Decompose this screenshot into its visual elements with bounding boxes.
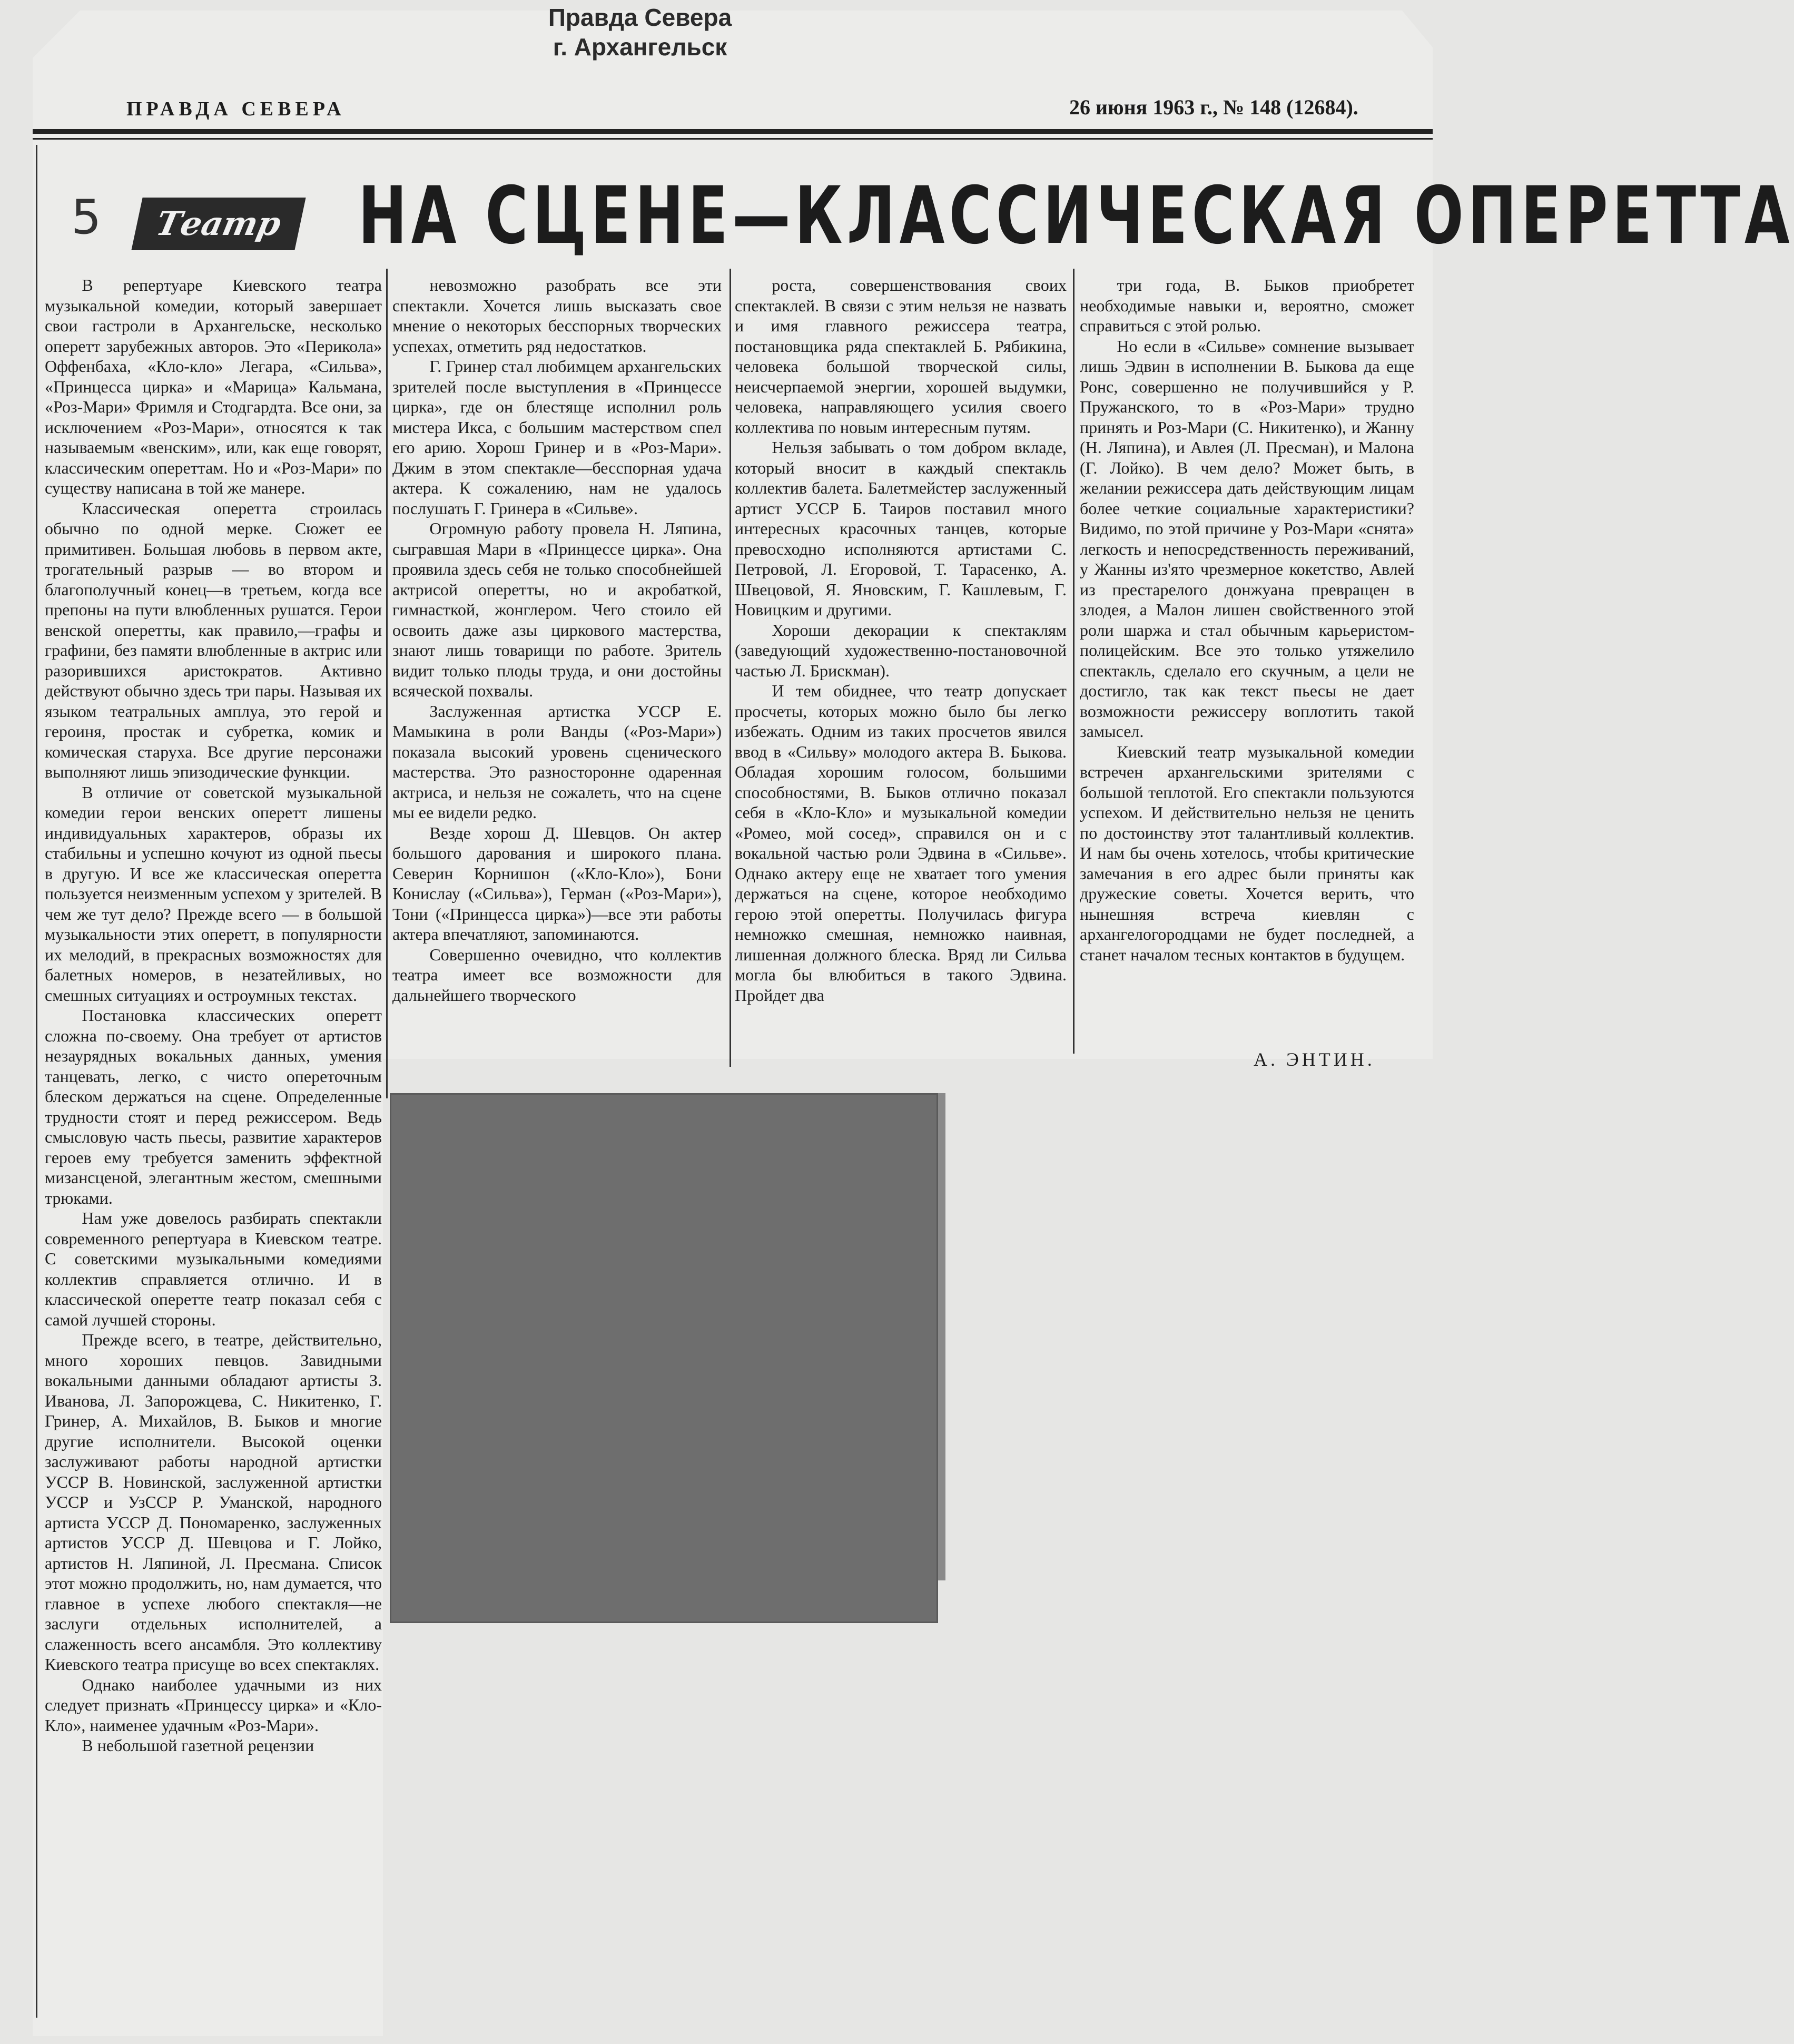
paragraph: Прежде всего, в театре, действительно, много хороших певцов. Завидными вокальными данными обладают артисты З. Иванова, Л. Запорожцева, С. Никитенко, Г. Гринер, А. Михайлов, В. Быков и многие другие исполнители. Высокой оценки заслуживают работы народной артистки УССР В. Новинской, заслуженной артистки УССР и УзССР Р. Уманской, народного артиста УССР Д. Пономаренко, заслуженных артистов УССР Д. Шевцова и Г. Лойко, артистов Н. Ляпиной, Л. Пресмана. Список этот можно продолжить, но, нам думается, что главное в успехе любого спектакля—не заслуги отдельных исполнителей, а слаженность всего ансамбля. Это коллективу Киевского театра присуще во всех спектаклях. bbox=[45, 1330, 382, 1674]
paragraph: В отличие от советской музыкальной комедии герои венских оперетт лишены индивидуальных характеров, образы их стабильны и успешно кочуют из одной пьесы в другую. И все же классическая оперетта пользуется неизменным успехом у зрителей. В чем же тут дело? Прежде всего — в большой музыкальности этих оперетт, в популярности их мелодий, в прекрасных возможностях для балетных номеров, в незатейливых, но смешных ситуациях и остроумных текстах. bbox=[45, 782, 382, 1005]
paragraph: три года, В. Быков приобретет необходимые навыки и, вероятно, сможет справиться с этой ролью. bbox=[1080, 276, 1414, 335]
article-column-3 bbox=[735, 275, 1067, 1005]
article-column-4 bbox=[1080, 275, 1414, 965]
column-divider bbox=[730, 269, 731, 1067]
stamp-line-1: Правда Севера bbox=[548, 4, 732, 31]
column-divider bbox=[1073, 269, 1075, 1054]
article-column-2 bbox=[392, 275, 722, 1005]
paragraph: Г. Гринер стал любимцем архангельских зрителей после выступления в «Принцессе цирка», где он блестяще исполнил роль мистера Икса, с большим мастерством спел его арию. Хорош Гринер и в «Роз-Мари». Джим в этом спектакле—бесспорная удача актера. К сожалению, нам не удалось послушать Г. Гринера в «Сильве». bbox=[392, 357, 722, 518]
paragraph: Классическая оперетта строилась обычно по одной мерке. Сюжет ее примитивен. Большая любовь в первом акте, трогательный разрыв — во втором и благополучный конец—в третьем, когда все препоны на пути влюбленных рушатся. Герои венской оперетты, как правило,—графы и графини, без памяти влюбленные в актрис или разорившихся аристократов. Активно действуют обычно здесь три пары. Называя их языком театральных амплуа, это герой и героиня, простак и субретка, комик и комическая старуха. Все другие персонажи выполняют лишь эпизодические функции. bbox=[45, 498, 382, 781]
masthead-rule-thin bbox=[33, 138, 1433, 140]
margin-mark: 5 bbox=[71, 190, 102, 245]
paragraph: Совершенно очевидно, что коллектив театра имеет все возможности для дальнейшего творческого bbox=[392, 945, 722, 1005]
paragraph: невозможно разобрать все эти спектакли. Хочется лишь высказать свое мнение о некоторых бесспорных творческих успехах, отметить ряд недостатков. bbox=[392, 276, 722, 356]
paragraph: Огромную работу провела Н. Ляпина, сыгравшая Мари в «Принцессе цирка». Она проявила здесь себя не только способнейшей актрисой оперетты, но и акробаткой, гимнасткой, жонглером. Чего стоило ей освоить даже азы циркового мастерства, знают лишь товарищи по работе. Зритель видит только плоды труда, и они достойны всяческой похвалы. bbox=[392, 519, 722, 700]
border-line bbox=[36, 145, 37, 2018]
paragraph: В небольшой газетной рецензии bbox=[82, 1736, 314, 1755]
paragraph: В репертуаре Киевского театра музыкальной комедии, который завершает свои гастроли в Архангельске, несколько оперетт зарубежных авторов. Это «Перикола» Оффенбаха, «Кло-кло» Легара, «Сильва», «Принцесса цирка» и «Марица» Кальмана, «Роз-Мари» Фримля и Стодгардта. Все они, за исключением «Роз-Мари», относятся к так называемым «венским», или, как еще говорят, классическим опереттам. Но и «Роз-Мари» по существу написана в той же манере. bbox=[45, 276, 382, 497]
paragraph: Киевский театр музыкальной комедии встречен архангельскими зрителями с большой теплотой. Его спектакли пользуются успехом. И действительно нельзя не ценить по достоинству этот талантливый коллектив. И нам бы очень хотелось, чтобы критические замечания в его адрес были приняты как дружеские советы. Хочется верить, что нынешняя встреча киевлян с архангелогородцами не будет последней, а станет началом тесных контактов в будущем. bbox=[1080, 742, 1414, 964]
paragraph: И тем обиднее, что театр допускает просчеты, которых можно было бы легко избежать. Одним из таких просчетов явился ввод в «Сильву» молодого актера В. Быкова. Обладая хорошим голосом, большими способностями, В. Быков отлично показал себя в «Кло-Кло» и музыкальной комедии «Ромео, мой сосед», справился он и с вокальной частью роли Эдвина в «Сильве». Однако актеру еще не хватает того умения держаться на сцене, которое необходимо герою этой оперетты. Получилась фигура немножко смешная, немножко наивная, лишенная должного блеска. Вряд ли Сильва могла бы влюбиться в такого Эдвина. Пройдет два bbox=[735, 681, 1067, 1005]
headline: НА СЦЕНЕ—КЛАССИЧЕСКАЯ ОПЕРЕТТА bbox=[358, 170, 1794, 262]
masthead-rule bbox=[33, 129, 1433, 134]
article-column-1 bbox=[45, 275, 382, 1756]
backing-card bbox=[390, 1093, 938, 1623]
paragraph: Хороши декорации к спектаклям (заведующий художественно-постановочной частью Л. Брискман). bbox=[735, 620, 1067, 680]
paragraph: Постановка классических оперетт сложна по-своему. Она требует от артистов незаурядных вокальных данных, умения танцевать, легко, с чисто опереточным блеском держаться на сцене. Определенные трудности стоят и перед режиссером. Ведь смысловую часть пьесы, развитие характеров героев ему требуется заменить эффектной мизансценой, элегантным жестом, смешными трюками. bbox=[45, 1006, 382, 1207]
paragraph: роста, совершенствования своих спектаклей. В связи с этим нельзя не назвать и имя главного режиссера театра, постановщика ряда спектаклей Б. Рябикина, человека большой творческой силы, неисчерпаемой энергии, хорошей выдумки, человека, направляющего усилия своего коллектива по новым интересным путям. bbox=[735, 276, 1067, 437]
masthead-date: 26 июня 1963 г., № 148 (12684). bbox=[1069, 95, 1358, 119]
column-divider bbox=[386, 269, 388, 1098]
paragraph: Но если в «Сильве» сомнение вызывает лишь Эдвин в исполнении В. Быкова да еще Ронс, совершенно не получившийся у Р. Пружанского, то в «Роз-Мари» трудно принять и Роз-Мари (С. Никитенко), и Жанну (Н. Ляпина), и Авлея (Л. Пресман), и Малона (Г. Лойко). В чем дело? Может быть, в желании режиссера дать действующим лицам более четкие социальные характеристики? Видимо, по этой причине у Роз-Мари «снята» легкость и непосредственность переживаний, у Жанны из'ято чрезмерное кокетство, Авлей из престарелого донжуана превращен в злодея, а Малон лишен свойственного этой роли шаржа и стал обычным карьеристом-полицейским. Все это только утяжелило спектакль, сделало его скучным, а цели не достигло, так как текст пьесы не дает возможности режиссеру воплотить такой замысел. bbox=[1080, 336, 1414, 741]
paragraph: Нельзя забывать о том добром вкладе, который вносит в каждый спектакль коллектив балета. Балетмейстер заслуженный артист УССР Б. Таиров поставил много интересных красочных танцев, которые превосходно исполняются артистами С. Петровой, Л. Егоровой, Т. Тарасенко, А. Швецовой, Я. Яновским, Г. Кашлевым, Г. Новицким и другими. bbox=[735, 438, 1067, 619]
masthead-name: ПРАВДА СЕВЕРА bbox=[126, 98, 346, 120]
stamp-line-2: г. Архангельск bbox=[553, 33, 727, 61]
archive-stamp bbox=[521, 3, 758, 62]
paragraph: Везде хорош Д. Шевцов. Он актер большого дарования и широкого плана. Северин Корнишон («Кло-Кло»), Бони Конислау («Сильва»), Герман («Роз-Мари»), Тони («Принцесса цирка»)—все эти работы актера впечатляют, запоминаются. bbox=[392, 823, 722, 944]
author-signature: А. ЭНТИН. bbox=[1254, 1049, 1375, 1070]
paragraph: Нам уже довелось разбирать спектакли современного репертуара в Киевском театре. С советскими музыкальными комедиями коллектив справляется отлично. И в классической оперетте театр показал себя с самой лучшей стороны. bbox=[45, 1208, 382, 1329]
paragraph: Однако наиболее удачными из них следует признать «Принцессу цирка» и «Кло-Кло», наименее удачным «Роз-Мари». bbox=[45, 1675, 382, 1735]
rubric-badge: Театр bbox=[131, 198, 305, 250]
paragraph: Заслуженная артистка УССР Е. Мамыкина в роли Ванды («Роз-Мари») показала высокий уровень сценического мастерства. Это разносторонне одаренная актриса, и нельзя не сожалеть, что на сцене мы ее видели редко. bbox=[392, 701, 722, 822]
